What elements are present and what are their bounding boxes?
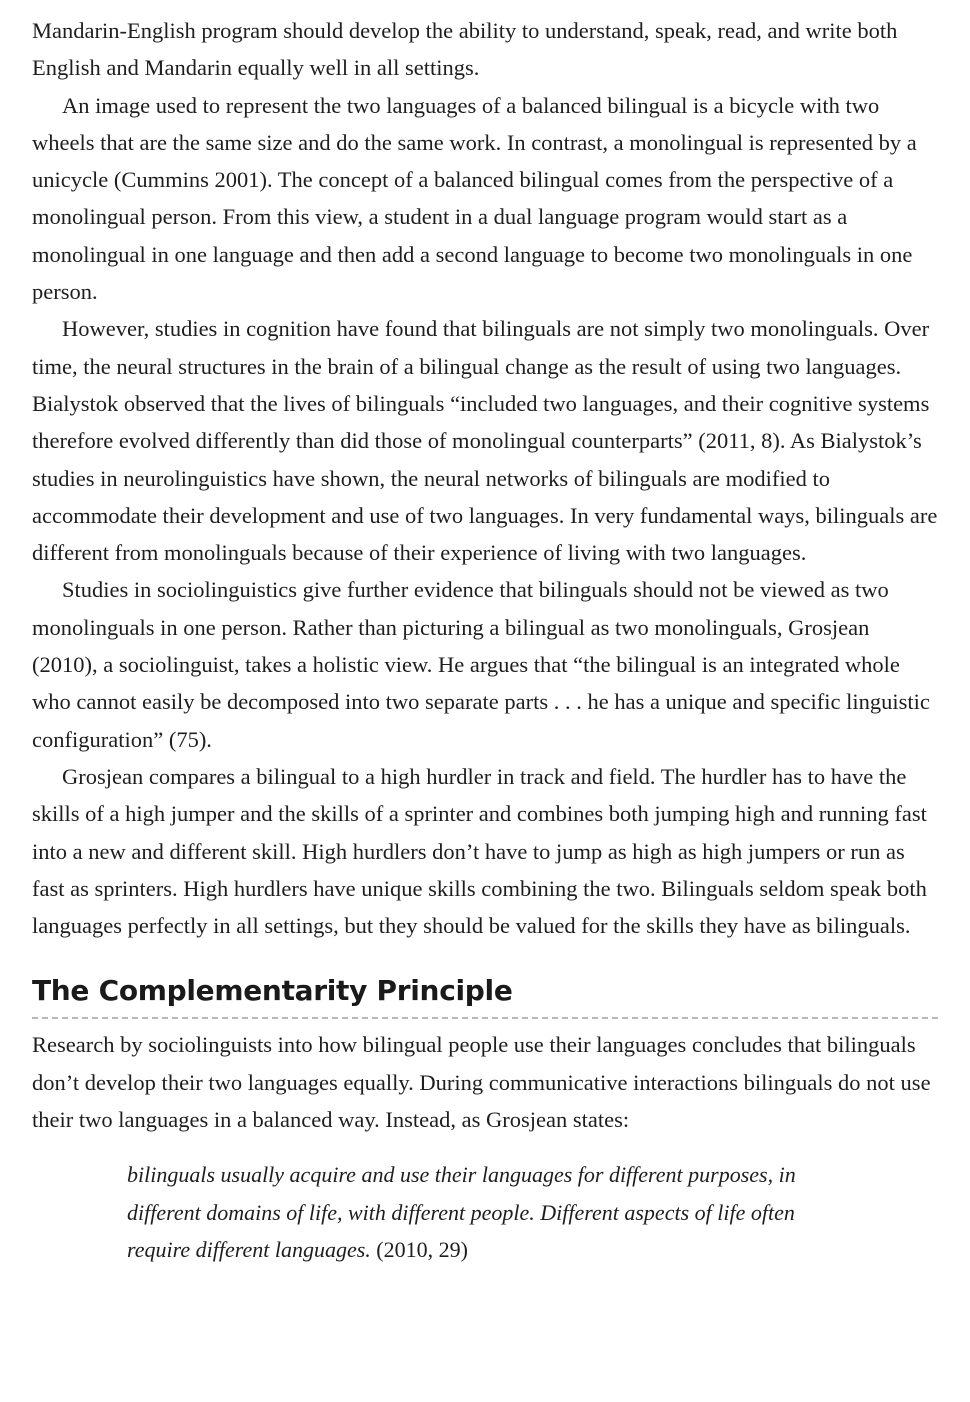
body-paragraph-sociolinguistics: Studies in sociolinguistics give further evidence that bilinguals should not be viewed as two monolinguals in one person. Rather than picturing a bilingual as two monolinguals, Grosjean (2010), a sociolinguist, takes a holistic view. He argues that “the bilingual is an integrated whole who cannot easily be decomposed into two separate parts . . . he has a unique and specific linguistic configuration” (75). xyxy=(32,577,930,752)
body-paragraph-bicycle-analogy: An image used to represent the two languages of a balanced bilingual is a bicycle with two wheels that are the same size and do the same work. In contrast, a monolingual is represented by a unicycle (Cummins 2001). The concept of a balanced bilingual comes from the perspective of a monolingual person. From this view, a student in a dual language program would start as a monolingual in one language and then add a second language to become two monolinguals in one person. xyxy=(32,92,917,305)
body-paragraph-continued: Mandarin-English program should develop the ability to understand, speak, read, and write both English and Mandarin equally well in all settings. xyxy=(32,18,898,81)
block-quote-text: bilinguals usually acquire and use their languages for different purposes, in different domains of life, with different people. Different aspects of life often require different languages. xyxy=(127,1162,796,1262)
section-paragraph: Research by sociolinguists into how bilingual people use their languages concludes that bilinguals don’t develop their two languages equally. During communicative interactions bilinguals do not use their two languages in a balanced way. Instead, as Grosjean states: xyxy=(32,1032,931,1133)
block-quote xyxy=(127,1156,847,1268)
block-quote-citation: (2010, 29) xyxy=(376,1236,468,1262)
body-paragraph-cognition: However, studies in cognition have found that bilinguals are not simply two monolinguals. Over time, the neural structures in the brain of a bilingual change as the result of using two languages. Bialystok observed that the lives of bilinguals “included two languages, and their cognitive systems therefore evolved differently than did those of monolingual counterparts” (2011, 8). As Bialystok’s studies in neurolinguistics have shown, the neural networks of bilinguals are modified to accommodate their development and use of two languages. In very fundamental ways, bilinguals are different from monolinguals because of their experience of living with two languages. xyxy=(32,316,938,566)
section-heading: The Complementarity Principle xyxy=(32,974,938,1019)
body-paragraph-hurdler: Grosjean compares a bilingual to a high hurdler in track and field. The hurdler has to have the skills of a high jumper and the skills of a sprinter and combines both jumping high and running fast into a new and different skill. High hurdlers don’t have to jump as high as high jumpers or run as fast as sprinters. High hurdlers have unique skills combining the two. Bilinguals seldom speak both languages perfectly in all settings, but they should be valued for the skills they have as bilinguals. xyxy=(32,763,927,939)
